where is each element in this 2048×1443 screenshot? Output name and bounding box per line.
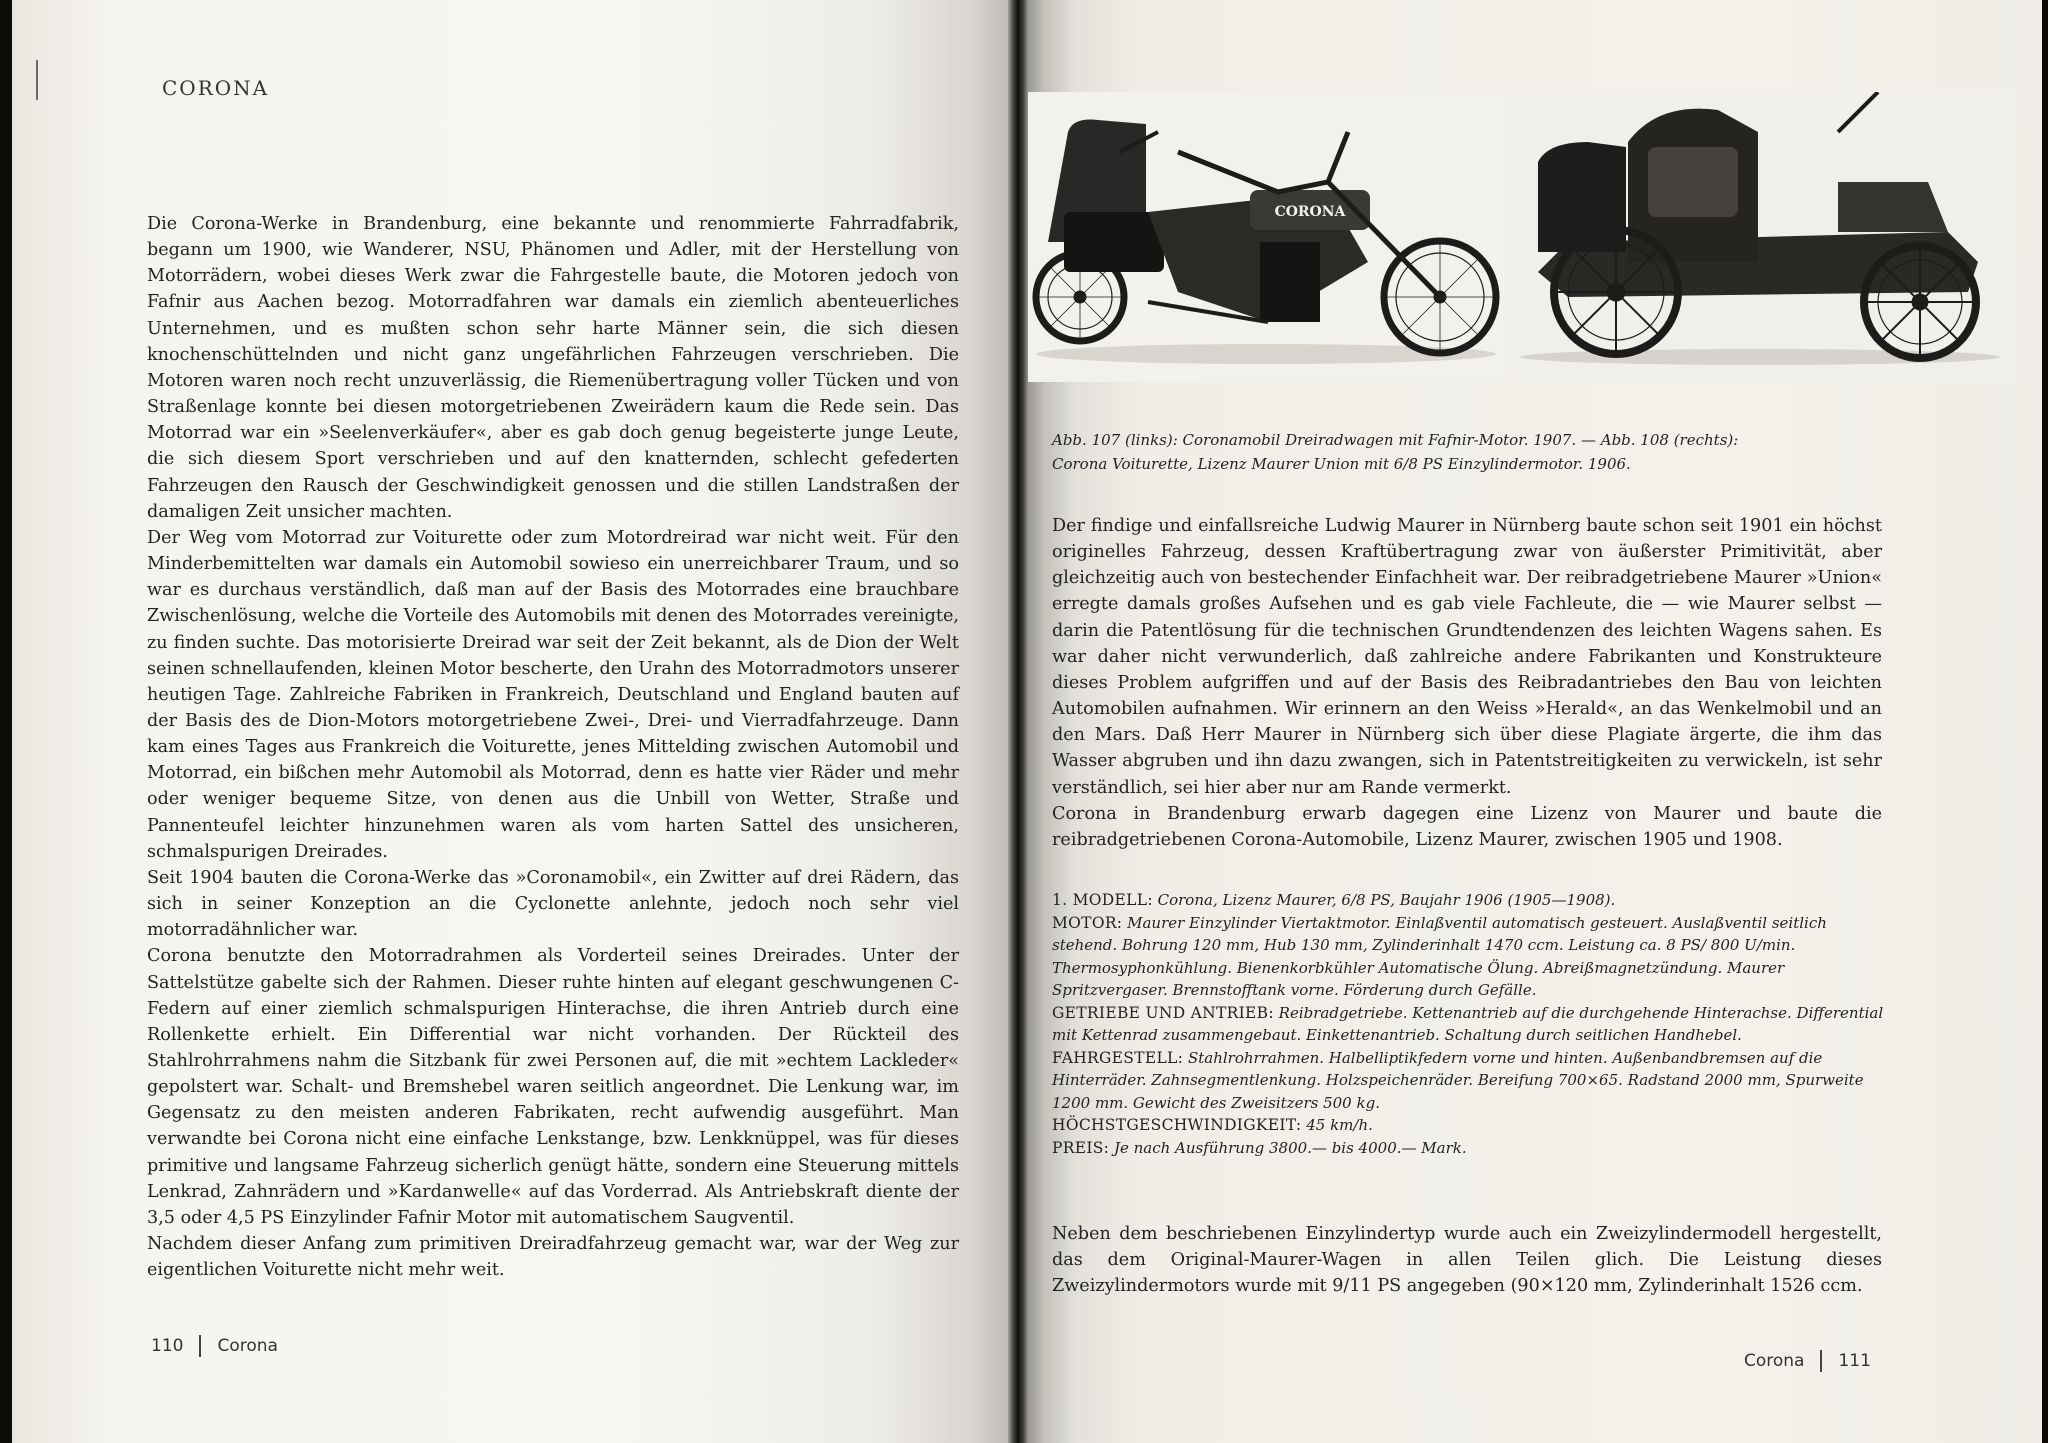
photo-coronamobil-tricar <box>1028 92 1504 382</box>
right-body-text <box>1052 513 1882 853</box>
running-head: CORONA <box>162 76 270 100</box>
spec-value: Maurer Einzylinder Viertaktmotor. Einlaßventil automatisch gesteuert. Auslaßventil seitlich stehend. Bohrung 120 mm, Hub 130 mm, Zylinderinhalt 1470 ccm. Leistung ca. 8 PS/ 800 U/min. Thermosyphonkühlung. Bienenkorbkühler Automatische Ölung. Abreißmagnetzündung. Maurer Spritzvergaser. Brennstofftank vorne. Förderung durch Gefälle. <box>1052 913 1827 999</box>
paragraph: Der Weg vom Motorrad zur Voiturette oder zum Motordreirad war nicht weit. Für den Minderbemittelten war damals ein Automobil sowieso ein unerreichbarer Traum, und so war es durchaus verständlich, daß man auf der Basis des Motorrades eine brauchbare Zwischenlösung, welche die Vorteile des Automobils mit denen des Motorrades vereinigte, zu finden suchte. Das motorisierte Dreirad war seit der Zeit bekannt, als de Dion der Welt seinen schnellaufenden, kleinen Motor bescherte, den Urahn des Motorradmotors unserer heutigen Tage. Zahlreiche Fabriken in Frankreich, Deutschland und England bauten auf der Basis des de Dion-Motors motorgetriebene Zwei-, Drei- und Vierradfahrzeuge. Dann kam eines Tages aus Frankreich die Voiturette, jenes Mittelding zwischen Automobil und Motorrad, ein bißchen mehr Automobil als Motorrad, denn es hatte vier Räder und mehr oder weniger bequeme Sitze, von denen aus die Unbill von Wetter, Straße und Pannenteufel leichter hinzunehmen waren als vom harten Sattel des unsicheren, schmalspurigen Dreirades. <box>147 527 959 862</box>
spec-value: 45 km/h. <box>1306 1116 1373 1134</box>
paragraph: Nachdem dieser Anfang zum primitiven Dreiradfahrzeug gemacht war, war der Weg zur eigentlichen Voiturette nicht mehr weit. <box>147 1234 959 1281</box>
paragraph: Seit 1904 bauten die Corona-Werke das »Coronamobil«, ein Zwitter auf drei Rädern, das sich in seiner Konzeption an die Cyclonette anlehnte, jedoch noch sehr viel motorradähnlicher war. <box>147 867 959 941</box>
folio-title: Corona <box>1744 1351 1805 1371</box>
folio-title: Corona <box>217 1336 278 1356</box>
spec-value: Corona, Lizenz Maurer, 6/8 PS, Baujahr 1906 (1905—1908). <box>1157 891 1616 909</box>
caption-line: Corona Voiturette, Lizenz Maurer Union mit 6/8 PS Einzylindermotor. 1906. <box>1052 455 1631 473</box>
caption-line: Abb. 107 (links): Coronamobil Dreiradwagen mit Fafnir-Motor. 1907. — Abb. 108 (rechts): <box>1052 431 1739 449</box>
tank-lettering: CORONA <box>1274 204 1346 220</box>
spec-row <box>1052 1047 1892 1115</box>
paragraph: Corona in Brandenburg erwarb dagegen eine Lizenz von Maurer und baute die reibradgetriebenen Corona-Automobile, Lizenz Maurer, zwischen 1905 und 1908. <box>1052 803 1882 850</box>
page-number: 111 <box>1838 1351 1871 1371</box>
folio-divider <box>199 1335 201 1357</box>
paragraph: Die Corona-Werke in Brandenburg, eine bekannte und renommierte Fahrradfabrik, begann um 1900, wie Wanderer, NSU, Phänomen und Adler, mit der Herstellung von Motorrädern, wobei dieses Werk zwar die Fahrgestelle baute, die Motoren jedoch von Fafnir aus Aachen bezog. Motorradfahren war damals ein ziemlich abenteuerliches Unternehmen, und es mußten schon sehr harte Männer sein, die sich diesen knochenschüttelnden und nicht ganz ungefährlichen Fahrzeugen verschrieben. Die Motoren waren noch recht unzuverlässig, die Riemenübertragung voller Tücken und von Straßenlage konnte bei diesen motorgetriebenen Zweirädern kaum die Rede sein. Das Motorrad war ein »Seelenverkäufer«, aber es gab doch genug begeisterte junge Leute, die sich diesem Sport verschrieben und auf den knatternden, schlecht gefederten Fahrzeugen den Rausch der Geschwindigkeit genossen und die stillen Landstraßen der damaligen Zeit unsicher machten. <box>147 214 959 522</box>
spec-row <box>1052 1002 1892 1047</box>
spec-label: 1. MODELL: <box>1052 891 1153 909</box>
figure-caption <box>1052 428 1882 476</box>
technical-specs <box>1052 889 1892 1159</box>
spec-value: Stahlrohrrahmen. Halbelliptikfedern vorne und hinten. Außenbandbremsen auf die Hinterräder. Zahnsegmentlenkung. Holzspeichenräder. Bereifung 700×65. Radstand 2000 mm, Spurweite 1200 mm. Gewicht des Zweisitzers 500 kg. <box>1052 1048 1864 1112</box>
folio-right <box>1744 1350 1871 1372</box>
spec-label: FAHRGESTELL: <box>1052 1048 1184 1067</box>
paragraph: Der findige und einfallsreiche Ludwig Maurer in Nürnberg baute schon seit 1901 ein höchst originelles Fahrzeug, dessen Kraftübertragung zwar von äußerster Primitivität, aber gleichzeitig auch von bestechender Einfachheit war. Der reibradgetriebene Maurer »Union« erregte damals großes Aufsehen und es gab viele Fachleute, die — wie Maurer selbst — darin die Patentlösung für die technischen Grundtendenzen des leichten Wagens sahen. Es war daher nicht verwunderlich, daß zahlreiche andere Fabrikanten und Konstrukteure dieses Problem aufgriffen und auf der Basis des Reibradantriebes den Bau von leichten Automobilen aufnahmen. Wir erinnern an den Weiss »Herald«, an das Wenkelmobil und an den Mars. Daß Herr Maurer in Nürnberg sich über diese Plagiate ärgerte, die ihm das Wasser abgruben und ihn dazu zwangen, sich in Patentstreitigkeiten zu verwickeln, ist sehr verständlich, sei hier aber nur am Rande vermerkt. <box>1052 516 1882 798</box>
book-gutter <box>1008 0 1028 1443</box>
spec-row <box>1052 1114 1892 1137</box>
page-number: 110 <box>151 1336 184 1356</box>
folio-divider <box>1820 1350 1822 1372</box>
spec-value: Je nach Ausführung 3800.— bis 4000.— Mark. <box>1113 1138 1467 1157</box>
page-edge-mark <box>36 60 38 100</box>
spec-row <box>1052 912 1892 1002</box>
spec-label: MOTOR: <box>1052 913 1123 932</box>
spec-label: PREIS: <box>1052 1138 1110 1157</box>
folio-left <box>151 1335 278 1357</box>
photo-corona-voiturette <box>1508 92 2012 382</box>
spec-row <box>1052 889 1892 912</box>
paragraph: Corona benutzte den Motorradrahmen als Vorderteil seines Dreirades. Unter der Sattelstütze gabelte sich der Rahmen. Dieser ruhte hinten auf elegant geschwungenen C-Federn auf einer ziemlich schmalspurigen Hinterachse, die ihren Antrieb durch eine Rollenkette erhielt. Ein Differential war nicht vorhanden. Der Rückteil des Stahlrohrrahmens nahm die Sitzbank für zwei Personen auf, die mit »echtem Lackleder« gepolstert war. Schalt- und Bremshebel waren seitlich angeordnet. Die Lenkung war, im Gegensatz zu den meisten anderen Fabrikaten, recht aufwendig ausgeführt. Man verwandte bei Corona nicht eine einfache Lenkstange, bzw. Lenkknüppel, was für dieses primitive und langsame Fahrzeug sicherlich genügt hätte, sondern eine Steuerung mittels Lenkrad, Zahnrädern und »Kardanwelle« auf das Vorderrad. Als Antriebskraft diente der 3,5 oder 4,5 PS Einzylinder Fafnir Motor mit automatischem Saugventil. <box>147 946 959 1228</box>
right-closing-text <box>1052 1221 1882 1299</box>
spec-label: HÖCHSTGESCHWINDIGKEIT: <box>1052 1116 1302 1134</box>
left-body-text <box>147 211 959 1283</box>
paragraph: Neben dem beschriebenen Einzylindertyp wurde auch ein Zweizylindermodell hergestellt, das dem Original-Maurer-Wagen in allen Teilen glich. Die Leistung dieses Zweizylindermotors wurde mit 9/11 PS angegeben (90×120 mm, Zylinderinhalt 1526 ccm. <box>1052 1224 1882 1297</box>
spec-value: Reibradgetriebe. Kettenantrieb auf die durchgehende Hinterachse. Differential mit Kettenrad zusammengebaut. Einkettenantrieb. Schaltung durch seitlichen Handhebel. <box>1052 1003 1884 1044</box>
spec-row <box>1052 1137 1892 1160</box>
spec-label: GETRIEBE UND ANTRIEB: <box>1052 1003 1274 1022</box>
